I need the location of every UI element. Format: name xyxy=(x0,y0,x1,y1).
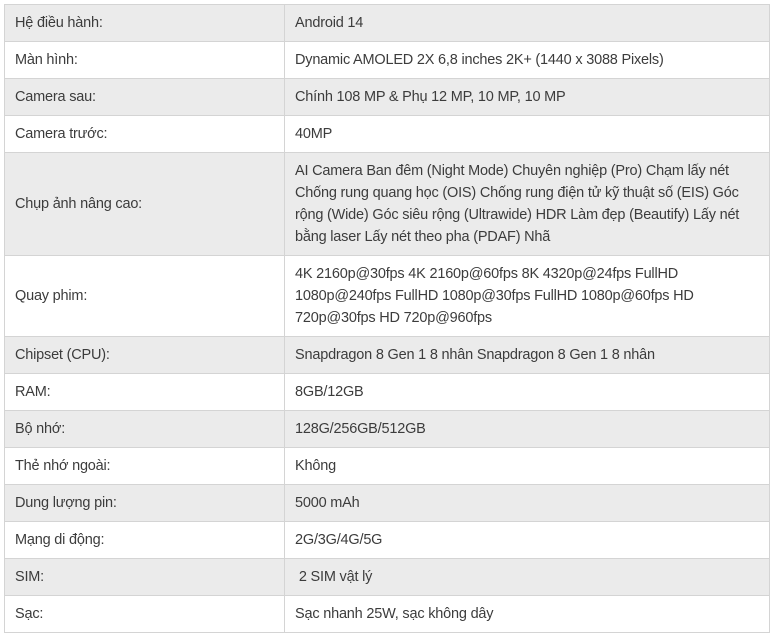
spec-label: Quay phim: xyxy=(5,256,285,337)
spec-value: Dynamic AMOLED 2X 6,8 inches 2K+ (1440 x 3088 Pixels) xyxy=(285,42,770,79)
spec-label: Bộ nhớ: xyxy=(5,411,285,448)
spec-row xyxy=(5,559,770,596)
spec-table-body xyxy=(5,5,770,633)
spec-value: Sạc nhanh 25W, sạc không dây xyxy=(285,596,770,633)
spec-row xyxy=(5,256,770,337)
spec-value: 40MP xyxy=(285,116,770,153)
spec-label: SIM: xyxy=(5,559,285,596)
spec-label: Hệ điều hành: xyxy=(5,5,285,42)
spec-row xyxy=(5,79,770,116)
spec-value: AI Camera Ban đêm (Night Mode) Chuyên nghiệp (Pro) Chạm lấy nét Chống rung quang học (OIS) Chống rung điện tử kỹ thuật số (EIS) Góc rộng (Wide) Góc siêu rộng (Ultrawide) HDR Làm đẹp (Beautify) Lấy nét bằng laser Lấy nét theo pha (PDAF) Nhã xyxy=(285,153,770,256)
spec-row xyxy=(5,485,770,522)
spec-label: Chụp ảnh nâng cao: xyxy=(5,153,285,256)
spec-row xyxy=(5,448,770,485)
spec-row xyxy=(5,42,770,79)
spec-row xyxy=(5,5,770,42)
spec-value: 8GB/12GB xyxy=(285,374,770,411)
spec-value: Snapdragon 8 Gen 1 8 nhân Snapdragon 8 Gen 1 8 nhân xyxy=(285,337,770,374)
spec-label: Sạc: xyxy=(5,596,285,633)
spec-row xyxy=(5,522,770,559)
spec-label: Chipset (CPU): xyxy=(5,337,285,374)
spec-row xyxy=(5,153,770,256)
spec-label: RAM: xyxy=(5,374,285,411)
spec-label: Dung lượng pin: xyxy=(5,485,285,522)
spec-label: Mạng di động: xyxy=(5,522,285,559)
spec-row xyxy=(5,374,770,411)
spec-label: Màn hình: xyxy=(5,42,285,79)
spec-value: Không xyxy=(285,448,770,485)
spec-row xyxy=(5,411,770,448)
spec-value: Android 14 xyxy=(285,5,770,42)
spec-table xyxy=(4,4,770,633)
spec-label: Camera sau: xyxy=(5,79,285,116)
spec-value: 2G/3G/4G/5G xyxy=(285,522,770,559)
spec-value: 128G/256GB/512GB xyxy=(285,411,770,448)
spec-value: 4K 2160p@30fps 4K 2160p@60fps 8K 4320p@24fps FullHD 1080p@240fps FullHD 1080p@30fps FullHD 1080p@60fps HD 720p@30fps HD 720p@960fps xyxy=(285,256,770,337)
spec-label: Thẻ nhớ ngoài: xyxy=(5,448,285,485)
spec-row xyxy=(5,116,770,153)
spec-value: 2 SIM vật lý xyxy=(285,559,770,596)
spec-value: 5000 mAh xyxy=(285,485,770,522)
spec-row xyxy=(5,337,770,374)
spec-row xyxy=(5,596,770,633)
spec-label: Camera trước: xyxy=(5,116,285,153)
spec-value: Chính 108 MP & Phụ 12 MP, 10 MP, 10 MP xyxy=(285,79,770,116)
